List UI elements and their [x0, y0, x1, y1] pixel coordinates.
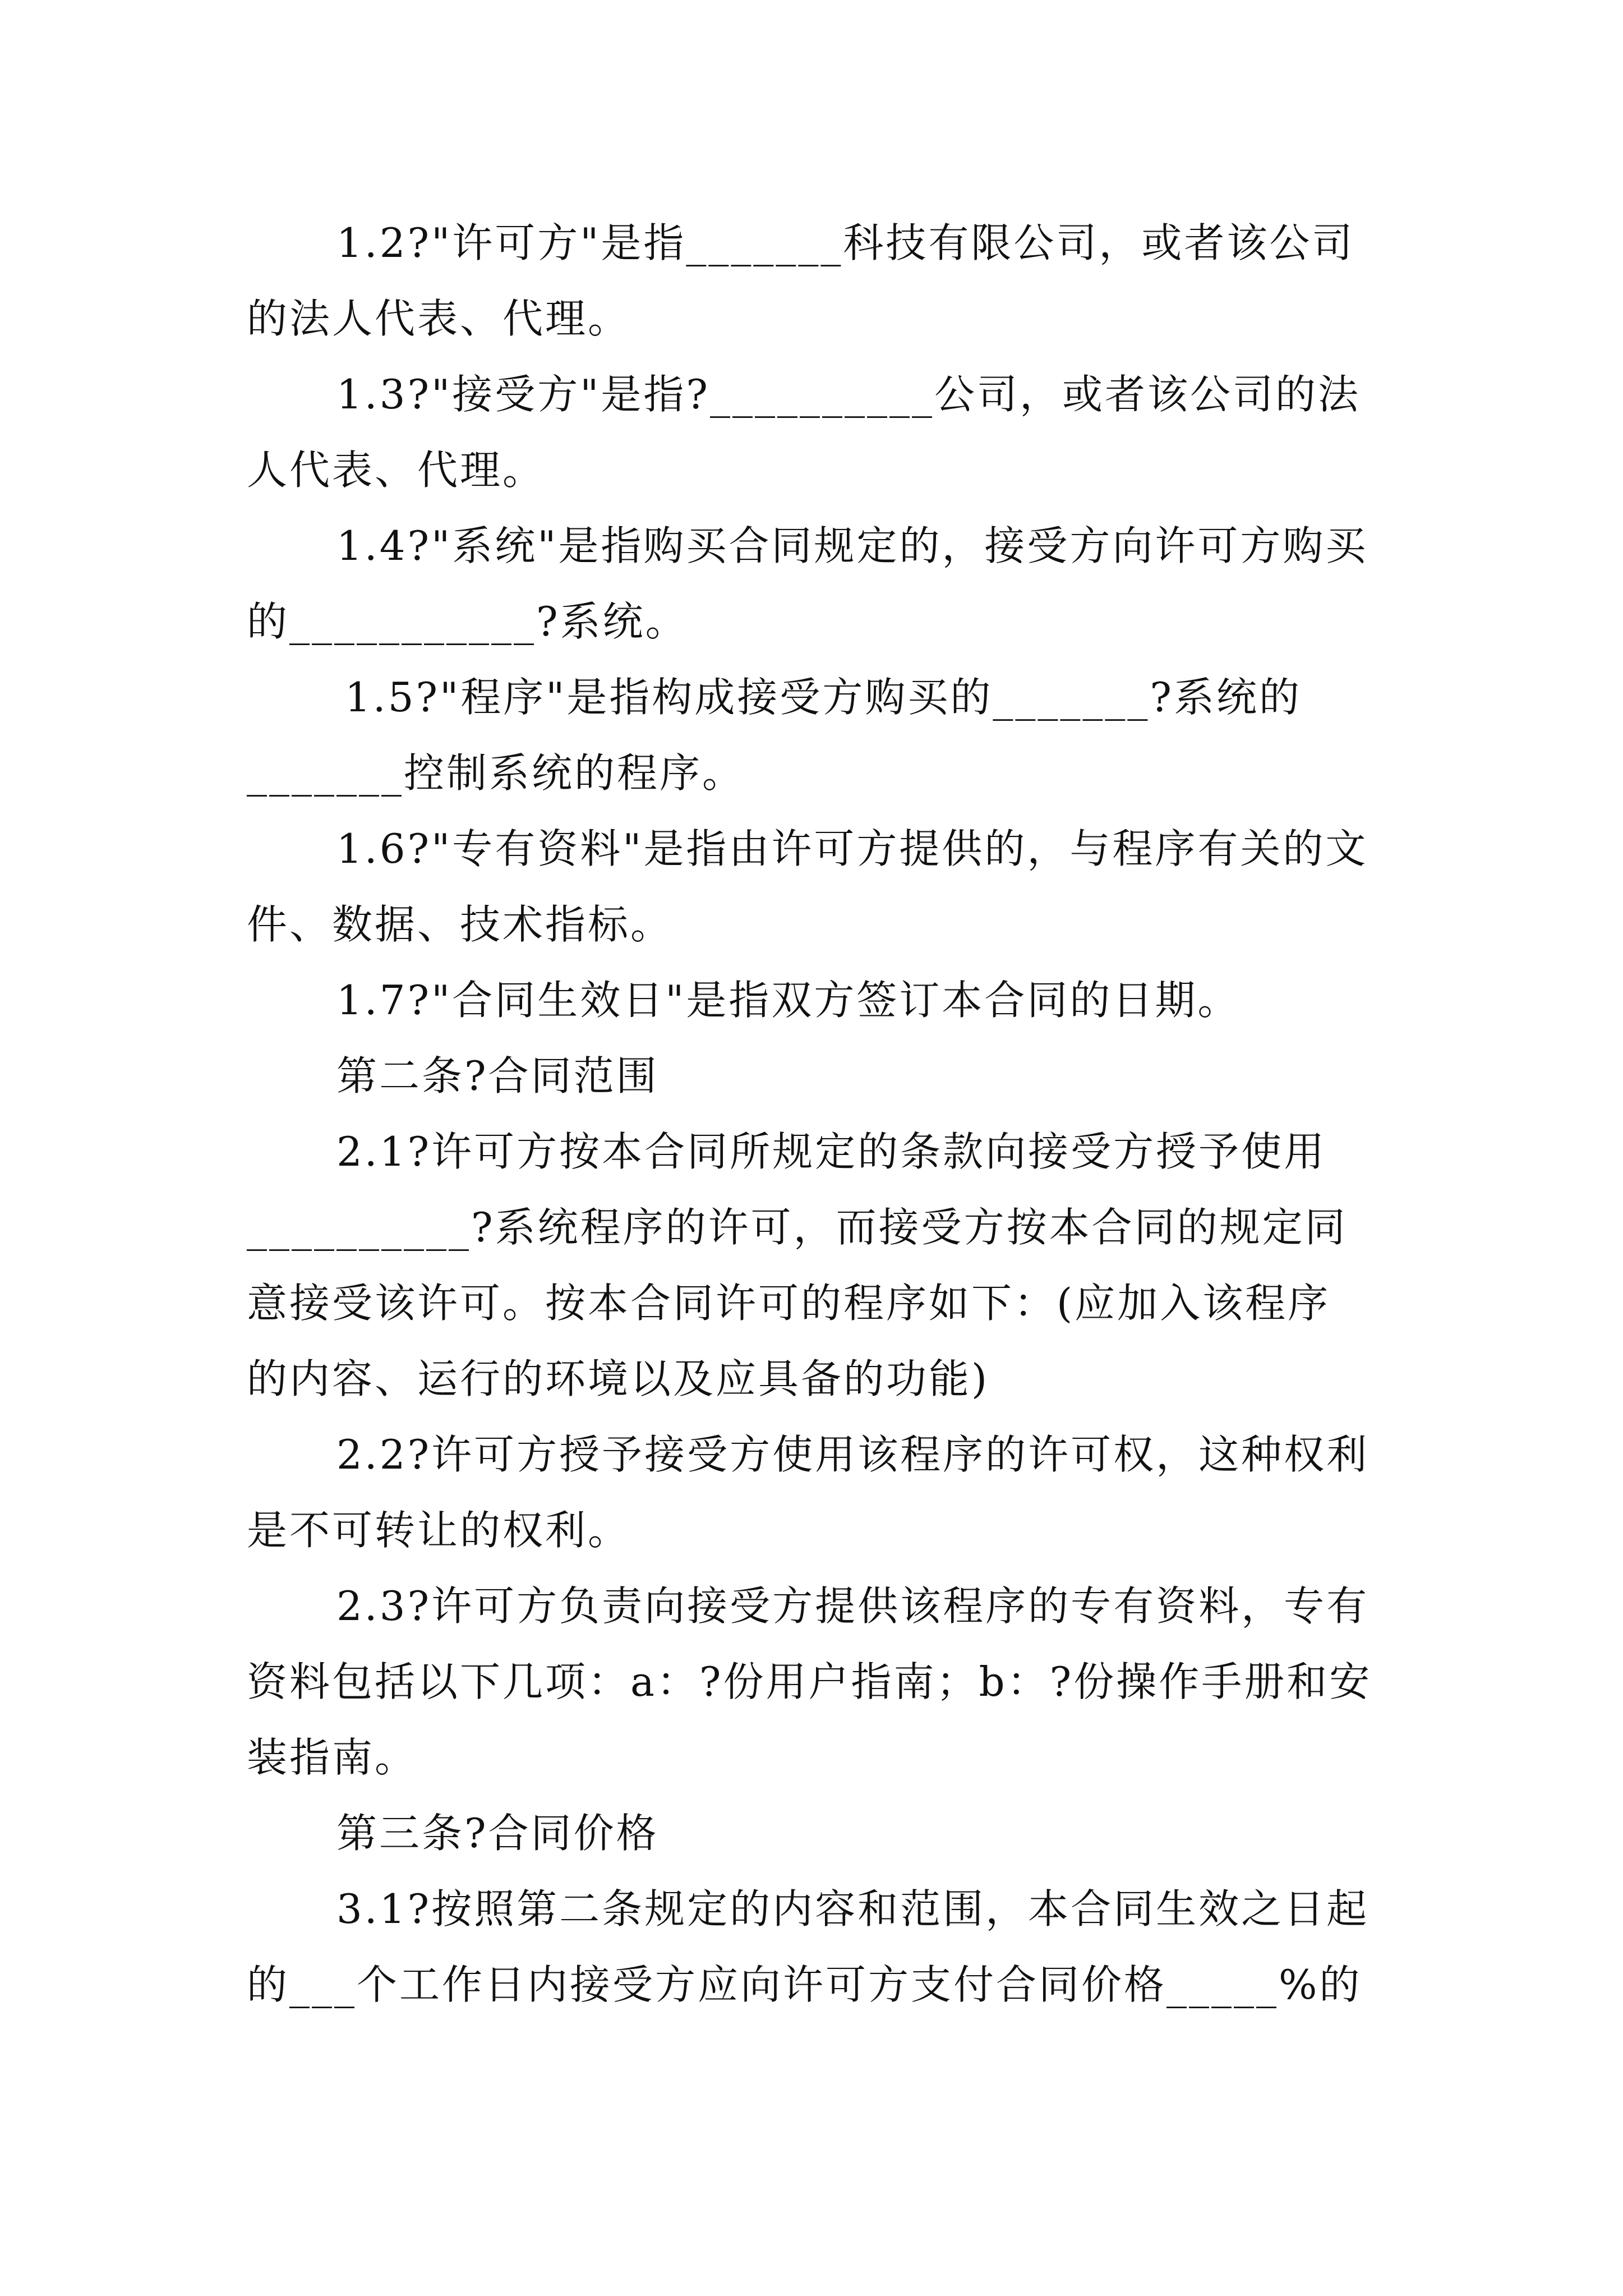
- clause-2-3-line-1: 2.3?许可方负责向接受方提供该程序的专有资料，专有: [336, 1582, 1370, 1630]
- clause-1-3-line-2: 人代表、代理。: [247, 447, 546, 494]
- clause-1-3-line-1: 1.3?"接受方"是指?__________公司，或者该公司的法: [336, 371, 1361, 418]
- clause-1-4-line-1: 1.4?"系统"是指购买合同规定的，接受方向许可方购买: [336, 522, 1368, 569]
- clause-2-3-line-2: 资料包括以下几项：a：?份用户指南；b：?份操作手册和安: [247, 1658, 1372, 1705]
- clause-1-2-line-1: 1.2?"许可方"是指_______科技有限公司，或者该公司: [336, 219, 1355, 266]
- clause-3-1-line-1: 3.1?按照第二条规定的内容和范围，本合同生效之日起: [336, 1885, 1370, 1932]
- clause-1-6-line-2: 件、数据、技术指标。: [247, 901, 674, 948]
- clause-1-4-line-2: 的___________?系统。: [247, 598, 688, 645]
- clause-2-1-line-3: 意接受该许可。按本合同许可的程序如下：(应加入该程序: [247, 1280, 1331, 1327]
- clause-3-1-line-2: 的___个工作日内接受方应向许可方支付合同价格_____%的: [247, 1961, 1362, 2008]
- clause-1-6-line-1: 1.6?"专有资料"是指由许可方提供的，与程序有关的文: [336, 825, 1368, 872]
- clause-2-3-line-3: 装指南。: [247, 1734, 418, 1781]
- clause-1-5-line-2: _______控制系统的程序。: [247, 749, 745, 797]
- clause-1-5-line-1: 1.5?"程序"是指构成接受方购买的_______?系统的: [345, 674, 1302, 721]
- clause-2-2-line-2: 是不可转让的权利。: [247, 1507, 631, 1554]
- clause-2-1-line-4: 的内容、运行的环境以及应具备的功能): [247, 1355, 990, 1402]
- clause-1-2-line-2: 的法人代表、代理。: [247, 295, 631, 342]
- article-3-heading: 第三条?合同价格: [336, 1810, 659, 1857]
- article-2-heading: 第二条?合同范围: [336, 1052, 659, 1099]
- clause-2-1-line-2: __________?系统程序的许可，而接受方按本合同的规定同: [247, 1204, 1348, 1251]
- clause-2-2-line-1: 2.2?许可方授予接受方使用该程序的许可权，这种权利: [336, 1431, 1370, 1478]
- clause-1-7-line-1: 1.7?"合同生效日"是指双方签订本合同的日期。: [336, 977, 1241, 1024]
- clause-2-1-line-1: 2.1?许可方按本合同所规定的条款向接受方授予使用: [336, 1128, 1327, 1175]
